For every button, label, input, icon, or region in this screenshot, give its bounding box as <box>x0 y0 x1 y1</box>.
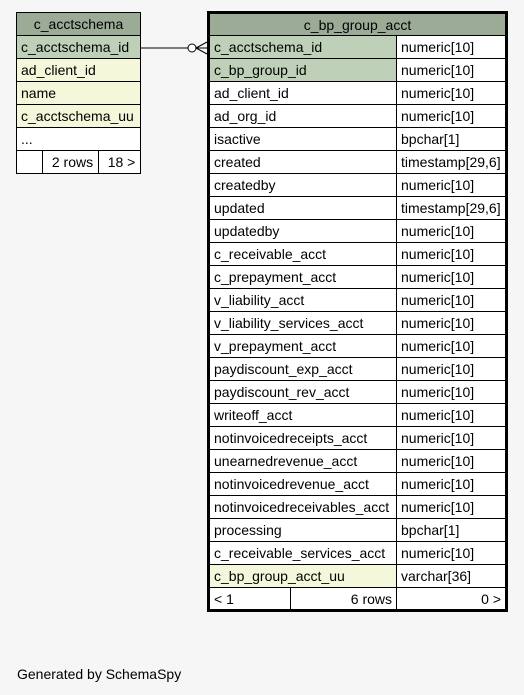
column-type: numeric[10] <box>397 220 507 243</box>
column-name: unearnedrevenue_acct <box>209 450 397 473</box>
row-count: 2 rows <box>43 151 99 174</box>
column-row[interactable] <box>209 243 507 266</box>
zero-or-many-circle <box>188 44 196 52</box>
column-row[interactable] <box>209 450 507 473</box>
column-name: processing <box>209 519 397 542</box>
column-row[interactable] <box>209 519 507 542</box>
column-type: numeric[10] <box>397 266 507 289</box>
column-type: numeric[10] <box>397 243 507 266</box>
column-row[interactable] <box>209 128 507 151</box>
column-name: c_acctschema_id <box>17 36 141 59</box>
parent-count: < 1 <box>209 588 291 611</box>
column-name: v_liability_acct <box>209 289 397 312</box>
crows-foot-icon <box>196 42 207 54</box>
column-name: notinvoicedreceivables_acct <box>209 496 397 519</box>
column-row[interactable] <box>209 427 507 450</box>
table-title[interactable]: c_bp_group_acct <box>209 13 507 36</box>
column-row[interactable] <box>17 128 141 151</box>
column-type: numeric[10] <box>397 105 507 128</box>
column-type: numeric[10] <box>397 335 507 358</box>
column-type: numeric[10] <box>397 542 507 565</box>
column-name: ad_client_id <box>209 82 397 105</box>
column-type: numeric[10] <box>397 496 507 519</box>
column-row[interactable] <box>209 220 507 243</box>
column-name: c_bp_group_id <box>209 59 397 82</box>
column-row[interactable] <box>209 82 507 105</box>
generated-by-text: Generated by SchemaSpy <box>17 666 182 682</box>
child-count: 18 > <box>99 151 141 174</box>
column-row[interactable] <box>209 174 507 197</box>
child-count: 0 > <box>397 588 507 611</box>
column-type: numeric[10] <box>397 358 507 381</box>
column-name: ad_org_id <box>209 105 397 128</box>
column-name: paydiscount_rev_acct <box>209 381 397 404</box>
column-type: numeric[10] <box>397 450 507 473</box>
column-type: numeric[10] <box>397 381 507 404</box>
column-row[interactable] <box>17 36 141 59</box>
column-row[interactable] <box>209 404 507 427</box>
column-row[interactable] <box>209 59 507 82</box>
table-c-bp-group-acct[interactable] <box>207 11 508 612</box>
column-row[interactable] <box>209 565 507 588</box>
footer-left <box>17 151 43 174</box>
column-name: paydiscount_exp_acct <box>209 358 397 381</box>
column-type: timestamp[29,6] <box>397 197 507 220</box>
column-row[interactable] <box>209 197 507 220</box>
column-row[interactable] <box>209 542 507 565</box>
table-title[interactable]: c_acctschema <box>17 13 141 36</box>
column-type: numeric[10] <box>397 289 507 312</box>
column-name: notinvoicedrevenue_acct <box>209 473 397 496</box>
column-row[interactable] <box>209 36 507 59</box>
column-name: c_prepayment_acct <box>209 266 397 289</box>
column-type: bpchar[1] <box>397 519 507 542</box>
column-type: numeric[10] <box>397 59 507 82</box>
table-footer <box>209 588 507 611</box>
column-type: numeric[10] <box>397 312 507 335</box>
column-type: numeric[10] <box>397 82 507 105</box>
column-row[interactable] <box>209 266 507 289</box>
column-name: c_receivable_services_acct <box>209 542 397 565</box>
column-row[interactable] <box>17 82 141 105</box>
column-type: varchar[36] <box>397 565 507 588</box>
column-name: updatedby <box>209 220 397 243</box>
column-type: numeric[10] <box>397 174 507 197</box>
column-type: numeric[10] <box>397 427 507 450</box>
table-footer <box>17 151 141 174</box>
column-name: updated <box>209 197 397 220</box>
column-type: timestamp[29,6] <box>397 151 507 174</box>
column-row[interactable] <box>209 335 507 358</box>
column-name: isactive <box>209 128 397 151</box>
column-name: c_acctschema_uu <box>17 105 141 128</box>
column-name: c_bp_group_acct_uu <box>209 565 397 588</box>
column-name: notinvoicedreceipts_acct <box>209 427 397 450</box>
column-row[interactable] <box>17 105 141 128</box>
column-row[interactable] <box>17 59 141 82</box>
column-name: v_prepayment_acct <box>209 335 397 358</box>
column-type: numeric[10] <box>397 404 507 427</box>
column-name: ... <box>17 128 141 151</box>
column-name: createdby <box>209 174 397 197</box>
column-row[interactable] <box>209 312 507 335</box>
table-c-acctschema[interactable] <box>16 12 141 174</box>
column-row[interactable] <box>209 358 507 381</box>
column-name: ad_client_id <box>17 59 141 82</box>
column-name: v_liability_services_acct <box>209 312 397 335</box>
column-type: bpchar[1] <box>397 128 507 151</box>
column-name: c_receivable_acct <box>209 243 397 266</box>
column-name: c_acctschema_id <box>209 36 397 59</box>
column-row[interactable] <box>209 473 507 496</box>
column-row[interactable] <box>209 105 507 128</box>
row-count: 6 rows <box>291 588 397 611</box>
column-row[interactable] <box>209 496 507 519</box>
column-type: numeric[10] <box>397 473 507 496</box>
column-row[interactable] <box>209 381 507 404</box>
column-row[interactable] <box>209 289 507 312</box>
column-name: writeoff_acct <box>209 404 397 427</box>
column-type: numeric[10] <box>397 36 507 59</box>
column-row[interactable] <box>209 151 507 174</box>
column-name: name <box>17 82 141 105</box>
column-name: created <box>209 151 397 174</box>
